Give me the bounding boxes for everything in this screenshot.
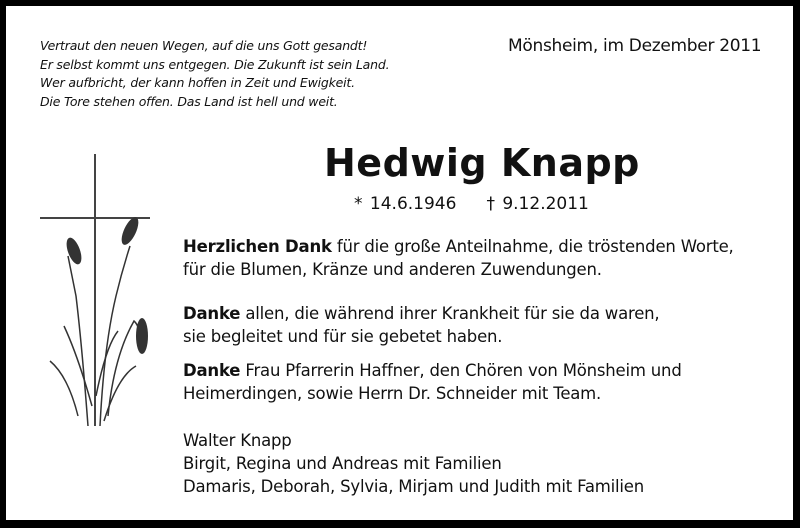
- text-line: für die große Anteilnahme, die tröstenden Worte,: [331, 237, 734, 256]
- poem-line: Vertraut den neuen Wegen, auf die uns Gott gesandt!: [40, 38, 368, 53]
- thanks-paragraph: [183, 235, 734, 281]
- poem-line: Er selbst kommt uns entgegen. Die Zukunft ist sein Land.: [40, 56, 390, 72]
- life-dates: [354, 194, 619, 214]
- place-date: Mönsheim, im Dezember 2011: [508, 36, 762, 56]
- text-line: allen, die während ihrer Krankheit für sie da waren,: [240, 304, 660, 323]
- signature-line: Damaris, Deborah, Sylvia, Mirjam und Judith mit Familien: [183, 477, 644, 496]
- obituary-card: [6, 6, 793, 520]
- signatures: [183, 429, 644, 498]
- text-line: Frau Pfarrerin Haffner, den Chören von Mönsheim und: [240, 361, 682, 380]
- thanks-paragraph: [183, 359, 682, 405]
- text-line: sie begleitet und für sie gebetet haben.: [183, 327, 503, 346]
- deceased-name: Hedwig Knapp: [324, 141, 640, 185]
- bold-lead: Danke: [183, 304, 241, 323]
- bold-lead: Danke: [183, 361, 241, 380]
- thanks-paragraph: [183, 302, 659, 348]
- cross-wheat-icon: [38, 146, 158, 426]
- poem: [40, 37, 389, 111]
- text-line: Heimerdingen, sowie Herrn Dr. Schneider mit Team.: [183, 384, 602, 403]
- signature-line: Birgit, Regina und Andreas mit Familien: [183, 454, 502, 473]
- bold-lead: Herzlichen Dank: [183, 237, 332, 256]
- death-date: † 9.12.2011: [486, 194, 589, 214]
- text-line: für die Blumen, Kränze und anderen Zuwendungen.: [183, 260, 602, 279]
- birth-date: * 14.6.1946: [354, 194, 457, 214]
- signature-line: Walter Knapp: [183, 431, 292, 450]
- poem-line: Die Tore stehen offen. Das Land ist hell und weit.: [40, 93, 338, 109]
- poem-line: Wer aufbricht, der kann hoffen in Zeit und Ewigkeit.: [40, 75, 355, 90]
